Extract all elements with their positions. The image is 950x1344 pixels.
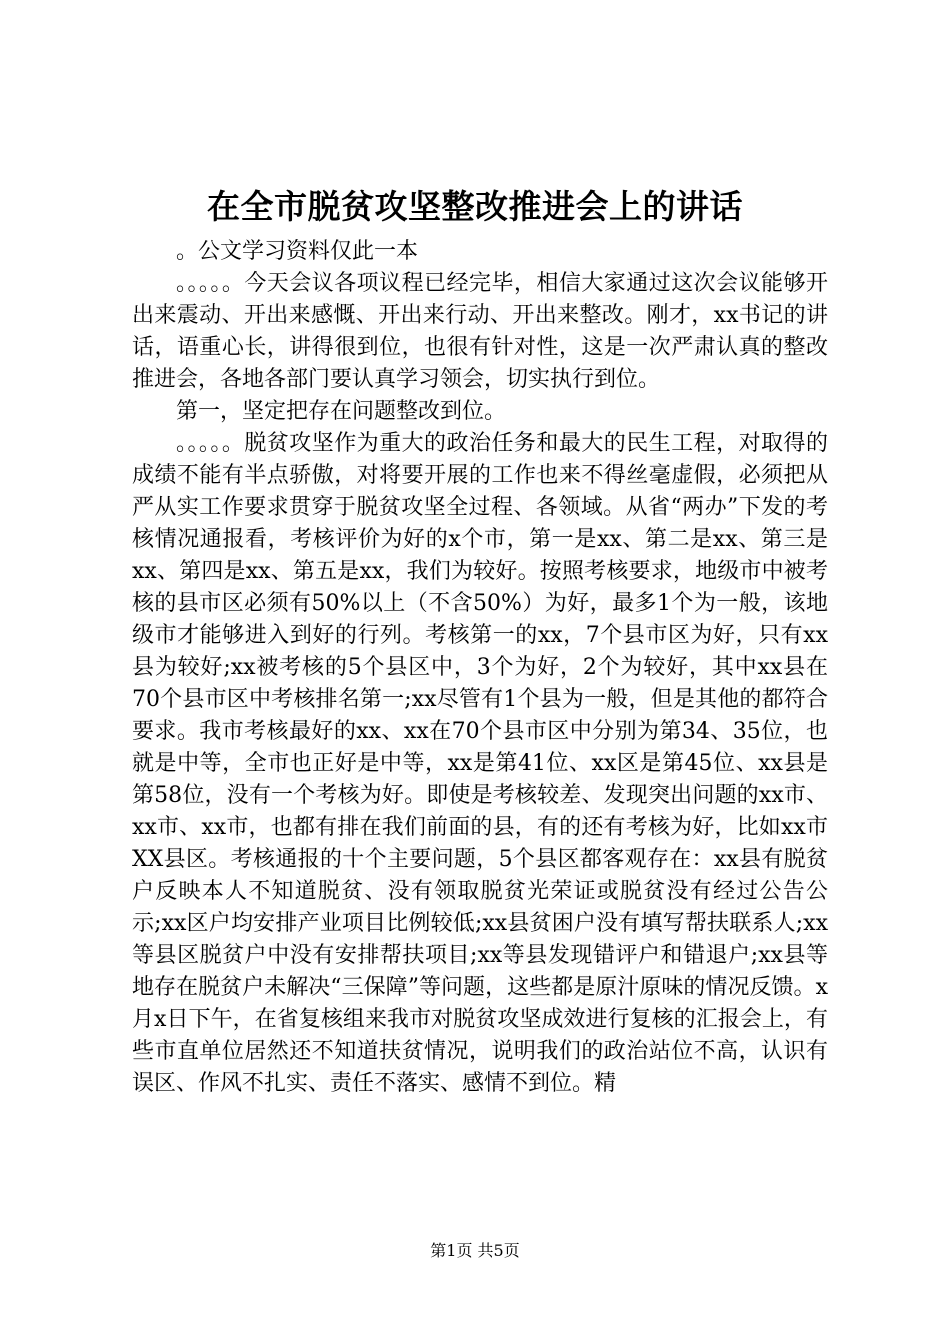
document-body — [132, 236, 828, 1100]
paragraph-note: 。公文学习资料仅此一本 — [176, 239, 419, 264]
paragraph-heading-first: 第一，坚定把存在问题整改到位。 — [176, 399, 507, 424]
paragraph-intro: 。。。。。今天会议各项议程已经完毕，相信大家通过这次会议能够开出来震动、开出来感慨、开出来行动、开出来整改。刚才，xx书记的讲话，语重心长，讲得很到位，也很有针对性，这是一次严肃认真的整改推进会，各地各部门要认真学习领会，切实执行到位。 — [132, 271, 828, 392]
document-title: 在全市脱贫攻坚整改推进会上的讲话 — [207, 187, 743, 226]
page-footer: 第1页 共5页 — [430, 1241, 520, 1260]
paragraph-main: 。。。。。脱贫攻坚作为重大的政治任务和最大的民生工程，对取得的成绩不能有半点骄傲，对将要开展的工作也来不得丝毫虚假，必须把从严从实工作要求贯穿于脱贫攻坚全过程、各领域。从省“两办”下发的考核情况通报看，考核评价为好的x个市，第一是xx、第二是xx、第三是xx、第四是xx、第五是xx，我们为较好。按照考核要求，地级市中被考核的县市区必须有50%以上（不含50%）为好，最多1个为一般，该地级市才能够进入到好的行列。考核第一的xx，7个县市区为好，只有xx县为较好;xx被考核的5个县区中，3个为好，2个为较好，其中xx县在70个县市区中考核排名第一;xx尽管有1个县为一般，但是其他的都符合要求。我市考核最好的xx、xx在70个县市区中分别为第34、35位，也就是中等，全市也正好是中等，xx是第41位、xx区是第45位、xx县是第58位，没有一个考核为好。即使是考核较差、发现突出问题的xx市、xx市、xx市，也都有排在我们前面的县，有的还有考核为好，比如xx市XX县区。考核通报的十个主要问题，5个县区都客观存在：xx县有脱贫户反映本人不知道脱贫、没有领取脱贫光荣证或脱贫没有经过公告公示;xx区户均安排产业项目比例较低;xx县贫困户没有填写帮扶联系人;xx等县区脱贫户中没有安排帮扶项目;xx等县发现错评户和错退户;xx县等地存在脱贫户未解决“三保障”等问题，这些都是原汁原味的情况反馈。x月x日下午，在省复核组来我市对脱贫攻坚成效进行复核的汇报会上，有些市直单位居然还不知道扶贫情况，说明我们的政治站位不高，认识有误区、作风不扎实、责任不落实、感情不到位。精 — [132, 431, 828, 1096]
